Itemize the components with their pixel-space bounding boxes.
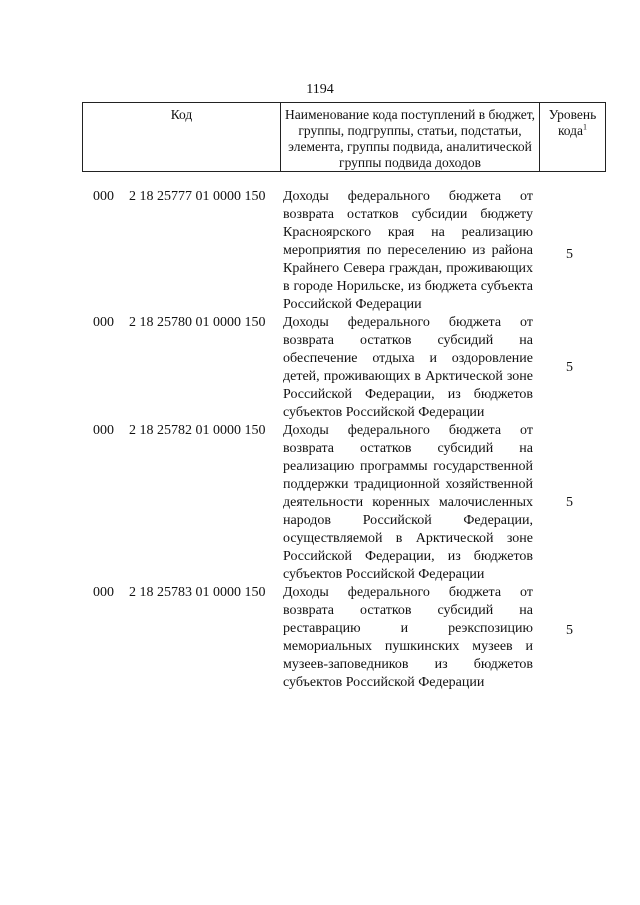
table-row [0,422,640,584]
table-row [0,188,640,314]
header-level [539,103,605,171]
header-code: Код [170,107,193,122]
row-admin-code: 000 [93,423,114,438]
table-header [82,102,606,172]
row-name: Доходы федерального бюджета от возврата остатков субсидий на обеспечение отдыха и оздоровление детей, проживающих в Арктической зоне Российской Федерации, из бюджетов субъектов Российской Федерации [283,315,533,420]
row-name: Доходы федерального бюджета от возврата остатков субсидии бюджету Красноярского края на реализацию мероприятия по переселению из района Крайнего Севера граждан, проживающих в городе Норильске, из бюджета субъекта Российской Федерации [283,189,533,312]
row-code: 2 18 25782 01 0000 150 [129,423,266,438]
table-body [0,188,640,692]
table-row [0,584,640,692]
row-admin-code: 000 [93,315,114,330]
header-name: Наименование кода поступлений в бюджет, группы, подгруппы, статьи, подстатьи, элемента, группы подвида, аналитической группы подвида доходов [280,103,539,171]
table-row [0,314,640,422]
header-level-footnote: 1 [583,122,588,132]
row-name: Доходы федерального бюджета от возврата остатков субсидий на реализацию программы государственной поддержки традиционной хозяйственной деятельности коренных малочисленных народов Российской Федерации, осуществляемой в Арктической зоне Российской Федерации, из бюджетов субъектов Российской Федерации [283,423,533,582]
row-level: 5 [566,360,573,375]
row-name: Доходы федерального бюджета от возврата остатков субсидий на реставрацию и реэкспозицию мемориальных пушкинских музеев и музеев-заповедников из бюджетов субъектов Российской Федерации [283,585,533,690]
row-level: 5 [566,623,573,638]
row-code: 2 18 25780 01 0000 150 [129,315,266,330]
header-level-label: Уровень кода [548,107,597,138]
row-level: 5 [566,247,573,262]
row-admin-code: 000 [93,585,114,600]
page-number: 1194 [306,82,334,97]
row-code: 2 18 25777 01 0000 150 [129,189,266,204]
row-level: 5 [566,495,573,510]
row-admin-code: 000 [93,189,114,204]
row-code: 2 18 25783 01 0000 150 [129,585,266,600]
